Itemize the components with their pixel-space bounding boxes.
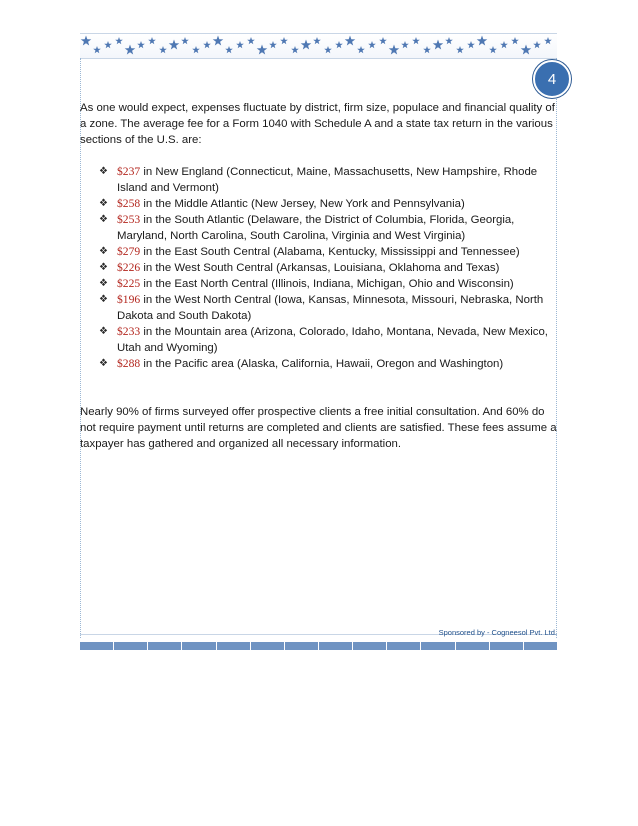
diamond-bullet-icon: ❖	[99, 262, 108, 273]
diamond-bullet-icon: ❖	[99, 278, 108, 289]
fee-region: in the South Atlantic (Delaware, the District of Columbia, Florida, Georgia, Maryland, North Carolina, South Carolina, Virginia and West Virginia)	[117, 214, 515, 242]
fee-region: in the East South Central (Alabama, Kentucky, Mississippi and Tennessee)	[140, 246, 520, 258]
star-icon	[456, 46, 464, 53]
star-icon	[389, 45, 400, 55]
star-icon	[125, 45, 136, 55]
star-icon	[401, 41, 409, 48]
star-icon	[345, 36, 356, 46]
star-icon	[104, 41, 112, 48]
document-body	[80, 100, 562, 452]
list-item	[80, 324, 562, 356]
star-icon	[291, 46, 299, 53]
fee-region: in the East North Central (Illinois, Indiana, Michigan, Ohio and Wisconsin)	[140, 278, 514, 290]
star-icon	[489, 46, 497, 53]
star-icon	[137, 41, 145, 48]
star-icon	[192, 46, 200, 53]
star-icon	[433, 40, 444, 50]
fee-amount: $233	[117, 325, 141, 338]
star-icon	[477, 36, 488, 46]
star-icon	[257, 45, 268, 55]
star-icon	[379, 37, 387, 44]
star-icon	[335, 41, 343, 48]
intro-paragraph: As one would expect, expenses fluctuate by district, firm size, populace and financial quality of a zone. The average fee for a Form 1040 with Schedule A and a state tax return in the various sections of the U.S. are:	[80, 102, 555, 146]
page-number-badge	[533, 60, 571, 98]
star-icon	[181, 37, 189, 44]
star-icon	[324, 46, 332, 53]
sponsor-note: Sponsored by - Cogneesol Pvt. Ltd.	[438, 628, 557, 637]
fee-amount: $279	[117, 245, 141, 258]
list-item	[80, 244, 562, 260]
footer-bar	[80, 642, 557, 650]
star-icon	[203, 41, 211, 48]
star-pattern	[80, 34, 557, 58]
star-icon	[412, 37, 420, 44]
list-item	[80, 164, 562, 196]
fee-amount: $225	[117, 277, 141, 290]
fee-amount: $288	[117, 357, 141, 370]
list-item	[80, 212, 562, 244]
star-icon	[93, 46, 101, 53]
star-icon	[159, 46, 167, 53]
list-item	[80, 276, 562, 292]
diamond-bullet-icon: ❖	[99, 358, 108, 369]
star-icon	[115, 37, 123, 44]
list-item	[80, 196, 562, 212]
star-icon	[500, 41, 508, 48]
fee-region: in the Pacific area (Alaska, California, Hawaii, Oregon and Washington)	[140, 358, 504, 370]
closing-paragraph: Nearly 90% of firms surveyed offer prospective clients a free initial consultation. And 60% do not require payment until returns are completed and clients are satisfied. These fees assume a taxpayer has gathered and organized all necessary information.	[80, 406, 557, 450]
star-icon	[368, 41, 376, 48]
star-icon	[511, 37, 519, 44]
star-icon	[169, 40, 180, 50]
star-icon	[213, 36, 224, 46]
fee-region: in New England (Connecticut, Maine, Massachusetts, New Hampshire, Rhode Island and Vermont)	[117, 166, 538, 194]
star-icon	[423, 46, 431, 53]
star-icon	[81, 36, 92, 46]
diamond-bullet-icon: ❖	[99, 294, 108, 305]
diamond-bullet-icon: ❖	[99, 246, 108, 257]
list-item	[80, 356, 562, 372]
star-border	[80, 33, 557, 59]
fee-amount: $253	[117, 213, 141, 226]
star-icon	[225, 46, 233, 53]
fee-region: in the Middle Atlantic (New Jersey, New York and Pennsylvania)	[140, 198, 465, 210]
star-icon	[313, 37, 321, 44]
fee-list	[80, 164, 562, 372]
fee-amount: $226	[117, 261, 141, 274]
fee-region: in the West South Central (Arkansas, Louisiana, Oklahoma and Texas)	[140, 262, 500, 274]
list-item	[80, 292, 562, 324]
fee-region: in the Mountain area (Arizona, Colorado, Idaho, Montana, Nevada, New Mexico, Utah and Wyoming)	[117, 326, 548, 354]
fee-region: in the West North Central (Iowa, Kansas, Minnesota, Missouri, Nebraska, North Dakota and South Dakota)	[117, 294, 544, 322]
list-item	[80, 260, 562, 276]
star-icon	[467, 41, 475, 48]
fee-amount: $237	[117, 165, 141, 178]
star-icon	[357, 46, 365, 53]
star-icon	[236, 41, 244, 48]
star-icon	[301, 40, 312, 50]
star-icon	[280, 37, 288, 44]
fee-amount: $196	[117, 293, 141, 306]
page-number: 4	[547, 70, 557, 88]
star-icon	[521, 45, 532, 55]
diamond-bullet-icon: ❖	[99, 166, 108, 177]
star-icon	[445, 37, 453, 44]
star-icon	[544, 37, 552, 44]
star-icon	[533, 41, 541, 48]
diamond-bullet-icon: ❖	[99, 326, 108, 337]
diamond-bullet-icon: ❖	[99, 198, 108, 209]
star-icon	[148, 37, 156, 44]
fee-amount: $258	[117, 197, 141, 210]
star-icon	[247, 37, 255, 44]
star-icon	[269, 41, 277, 48]
diamond-bullet-icon: ❖	[99, 214, 108, 225]
